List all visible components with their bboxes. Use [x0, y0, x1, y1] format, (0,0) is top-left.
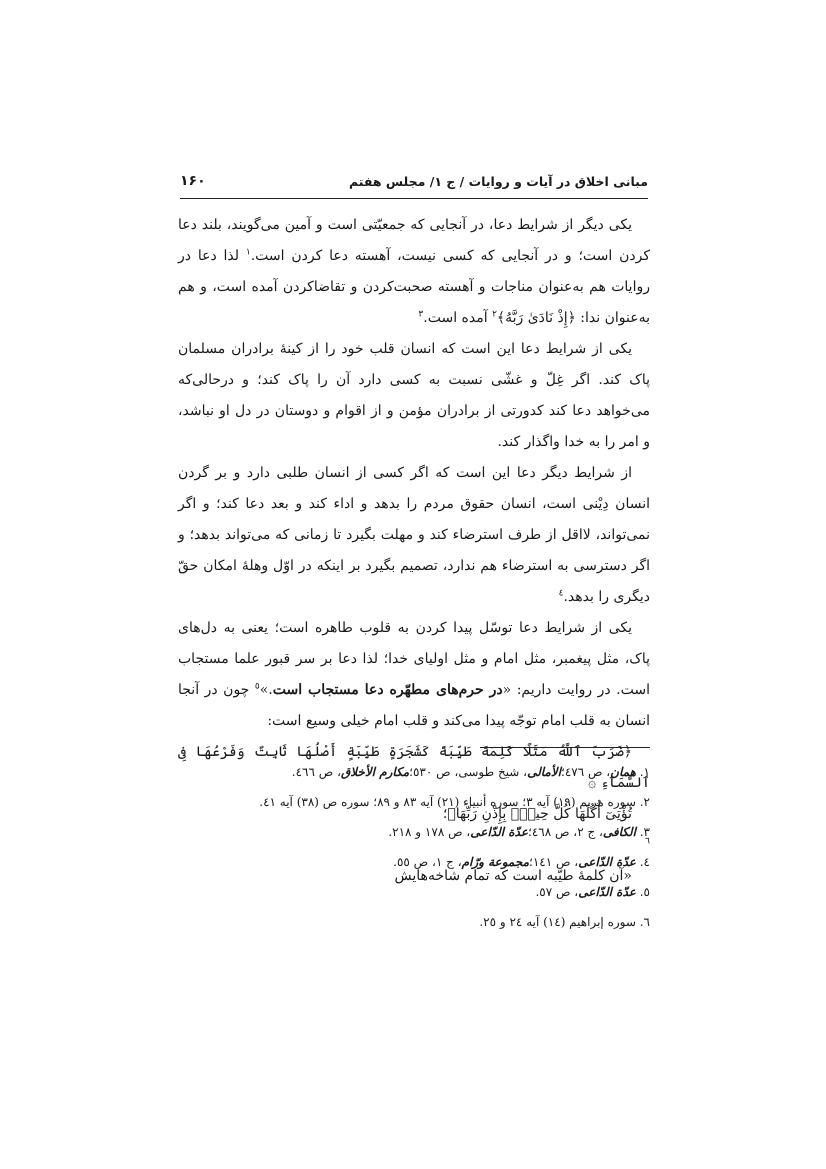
- verse-line-1: ﴿ضَرَبَ ٱللَّهُ مَثَلًا كَلِمَةً طَيِّبَةً كَشَجَرَةٍ طَيِّبَةٍ أَصْلُهَا ثَابِتٌ وَفَرْعُهَا فِى ٱلسَّمَآءِ ۞: [178, 744, 650, 791]
- footnote-1: [178, 757, 650, 787]
- running-header: [180, 172, 648, 199]
- footnote-number: ٦.: [635, 915, 650, 929]
- source-title: مکارم الأخلاق: [340, 765, 410, 779]
- footnote-text: ، ص ٥٧.: [535, 885, 579, 899]
- footnote-2: [178, 787, 650, 817]
- footnote-number: ۳.: [635, 825, 650, 839]
- footnote-number: ٤.: [635, 855, 650, 869]
- source-title: عدّة الدّاعی: [578, 885, 636, 899]
- source-title: عدّة الدّاعی: [470, 825, 528, 839]
- paragraph-1: [178, 210, 650, 334]
- footnote-4: [178, 847, 650, 877]
- footnote-number: ٥.: [635, 885, 650, 899]
- source-title: همان: [610, 765, 636, 779]
- footnote-number: ۲.: [635, 795, 650, 809]
- footnote-ref-1: ۱: [245, 247, 251, 258]
- footnote-3: [178, 817, 650, 847]
- footnote-text: سوره إبراهیم (١٤) آیه ٢٤ و ٢٥.: [479, 915, 636, 929]
- footnote-text: ، ج ١، ص ٥٥.: [393, 855, 462, 869]
- footnote-6: [178, 907, 650, 937]
- source-title: الأمالی: [527, 765, 561, 779]
- paragraph-4: [178, 613, 650, 737]
- paragraph-4-text-c: چون در آنجا انسان به قلب امام توجّه پیدا می‌کند و قلب امام خیلی وسیع است:: [178, 682, 650, 729]
- source-title: مجموعة ورّام: [461, 855, 529, 869]
- source-title: الکافی: [602, 825, 636, 839]
- footnote-text: ، ج ٢، ص ٤٦٨؛: [528, 825, 603, 839]
- paragraph-1-text-c: آمده است.: [423, 310, 493, 326]
- hadith-quote: در حرم‌های مطهّره دعا مستجاب است: [272, 682, 503, 698]
- footnote-text: ، ص ١٧٨ و ٢١٨.: [388, 825, 471, 839]
- source-title: عدّة الدّاعی: [578, 855, 636, 869]
- footnote-number: ۱.: [635, 765, 650, 779]
- footnote-ref-2: ۲: [492, 309, 497, 320]
- running-header-title: مبانی اخلاق در آیات و روایات / ج ۱/ مجلس هفتم: [348, 174, 648, 189]
- footnote-5: [178, 877, 650, 907]
- footnote-ref-4: ٤: [558, 588, 564, 599]
- footnote-text: سوره مریم (١٩) آیه ٣؛ سوره أنبیاء (٢١) آیه ٨٣ و ٨٩؛ سوره ص (٣٨) آیه ٤١.: [259, 795, 636, 809]
- footnote-separator: [480, 747, 650, 748]
- paragraph-1-text-b: لذا دعا در روایات هم به‌عنوان مناجات و آهسته صحبت‌کردن و تقاضاکردن آمده است، و هم به‌عنوان ندا: ﴿إِذْ نَادَىٰ رَبَّهُ﴾: [178, 248, 650, 326]
- paragraph-1-text-a: یکی دیگر از شرایط دعا، در آنجایی که جمعیّتی است و آمین می‌گویند، بلند دعا کردن است؛ و در آنجایی که کسی نیست، آهسته دعا کردن است.: [178, 217, 651, 264]
- paragraph-3-text: از شرایط دیگر دعا این است که اگر کسی از انسان طلبی دارد و بر گردن انسان دِیْنی است، انسان حقوق مردم را بدهد و اداء کند و بعد دعا کند؛ و اگر نمی‌تواند، لااقل از طرف استرضاء کند و مهلت بگیرد تا زمانی که می‌تواند بدهد؛ و اگر دسترسی به استرضاء هم ندارد، تصمیم بگیرد بر اینکه در اوّل وهلهٔ امکان حقّ دیگری را بدهد.: [178, 465, 650, 605]
- paragraph-4-text-a: یکی از شرایط دعا توسّل پیدا کردن به قلوب طاهره است؛ یعنی به دل‌های پاک، مثل پیغمبر، مثل امام و مثل اولیای خدا؛ لذا دعا بر سر قبور علما مستجاب است. در روایت داریم: «: [178, 620, 651, 698]
- paragraph-3: [178, 458, 650, 613]
- footnote-text: ، ص ٤٧٦؛: [560, 765, 611, 779]
- footnote-text: ، ص ١٤١؛: [529, 855, 579, 869]
- footnote-text: ، ص ٤٦٦.: [291, 765, 341, 779]
- page-number: ۱۶۰: [180, 173, 206, 189]
- footnote-ref-5: ٥: [254, 681, 260, 692]
- verse-line-2-arabic: تُؤْتِىٓ أُكُلَهَا كُلَّ حِينٍۭ بِإِذْنِ رَبِّهَا﴾؛: [442, 806, 632, 822]
- footnote-text: ، شیخ طوسی، ص ٥٣٠؛: [409, 765, 528, 779]
- paragraph-4-text-b: .»: [259, 682, 273, 698]
- paragraph-2: یکی از شرایط دعا این است که انسان قلب خود را از کینهٔ برادران مسلمان پاک کند. اگر غِلّ و غشّی نسبت به کسی دارد آن را پاک کند؛ و درحالی‌که می‌خواهد دعا کند کدورتی از برادران مؤمن و از اقوام و دوستان در دل او نباشد، و امر را به خدا واگذار کند.: [178, 341, 650, 450]
- footnotes: [178, 757, 650, 937]
- footnote-ref-6: ٦: [645, 836, 650, 847]
- verse-translation: «آن کلمهٔ طیّبه است که تمام شاخه‌هایش: [394, 868, 632, 884]
- footnote-ref-3: ۳: [418, 309, 424, 320]
